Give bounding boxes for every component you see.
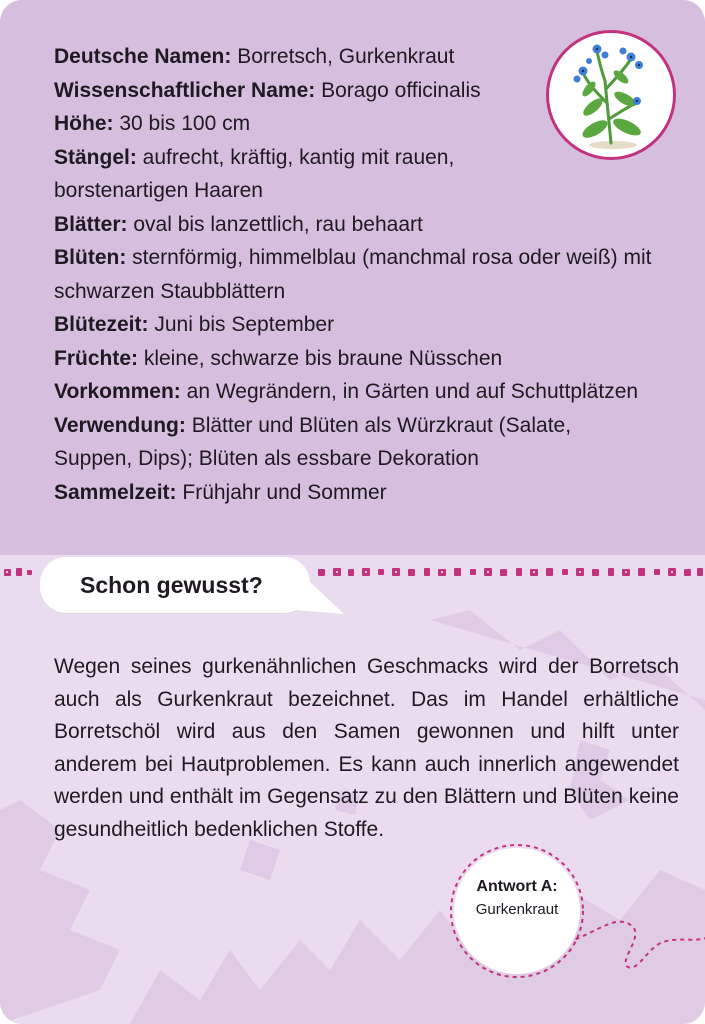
answer-badge — [454, 848, 580, 974]
fact-value: kleine, schwarze bis braune Nüsschen — [138, 346, 503, 370]
answer-value: Gurkenkraut — [475, 901, 559, 918]
fact-label: Blätter: — [54, 212, 128, 236]
fact-label: Vorkommen: — [54, 380, 181, 403]
fact-stem — [54, 141, 514, 208]
fact-label: Stängel: — [54, 145, 137, 169]
fact-value: oval bis lanzettlich, rau behaart — [127, 212, 423, 236]
fact-label: Verwendung: — [54, 413, 186, 437]
fact-flowering-time — [54, 308, 694, 342]
fact-value: Borago officinalis — [315, 78, 481, 102]
fact-label: Deutsche Namen: — [54, 45, 232, 68]
fact-fruits — [54, 342, 694, 376]
fact-value: Borretsch, Gurkenkraut — [231, 45, 455, 68]
speech-bubble — [40, 557, 310, 613]
fact-label: Blütezeit: — [54, 313, 149, 336]
knowledge-text: Wegen seines gurkenähnlichen Geschmacks wird der Borretsch auch als Gurkenkraut bezeichnet. Das im Handel erhältliche Borretschöl wird aus den Samen gewonnen und hilft unter anderem bei Hautproblemen. Es kann auch innerlich angewendet werden und enthält im Gegensatz zu den Blättern und Blüten keine gesundheitlich bedenklichen Stoffe. — [54, 655, 679, 841]
fact-label: Sammelzeit: — [54, 480, 177, 504]
fact-value: Frühjahr und Sommer — [176, 480, 387, 504]
fact-value: Juni bis September — [148, 313, 335, 336]
fact-label: Blüten: — [54, 246, 127, 269]
fact-label: Früchte: — [54, 346, 138, 370]
fact-value: an Wegrändern, in Gärten und auf Schuttplätzen — [180, 380, 639, 403]
fact-usage — [54, 409, 614, 476]
fact-label: Höhe: — [54, 112, 114, 135]
plant-badge — [546, 30, 676, 160]
fact-flowers — [54, 241, 694, 308]
borage-plant-icon — [549, 33, 673, 157]
answer-label: Antwort A: — [476, 878, 558, 895]
fact-value: Blätter und Blüten als Würzkraut (Salate, Suppen, Dips); Blüten als essbare Dekoration — [54, 413, 572, 470]
fact-collection-time — [54, 476, 694, 510]
fact-value: aufrecht, kräftig, kantig mit rauen, borstenartigen Haaren — [54, 145, 455, 202]
fact-leaves — [54, 208, 694, 242]
fact-value: 30 bis 100 cm — [113, 112, 251, 135]
section-title: Schon gewusst? — [80, 571, 263, 598]
fact-occurrence — [54, 375, 694, 409]
fact-label: Wissenschaftlicher Name: — [54, 78, 316, 102]
fact-value: sternförmig, himmelblau (manchmal rosa oder weiß) mit schwarzen Staubblättern — [54, 246, 652, 303]
